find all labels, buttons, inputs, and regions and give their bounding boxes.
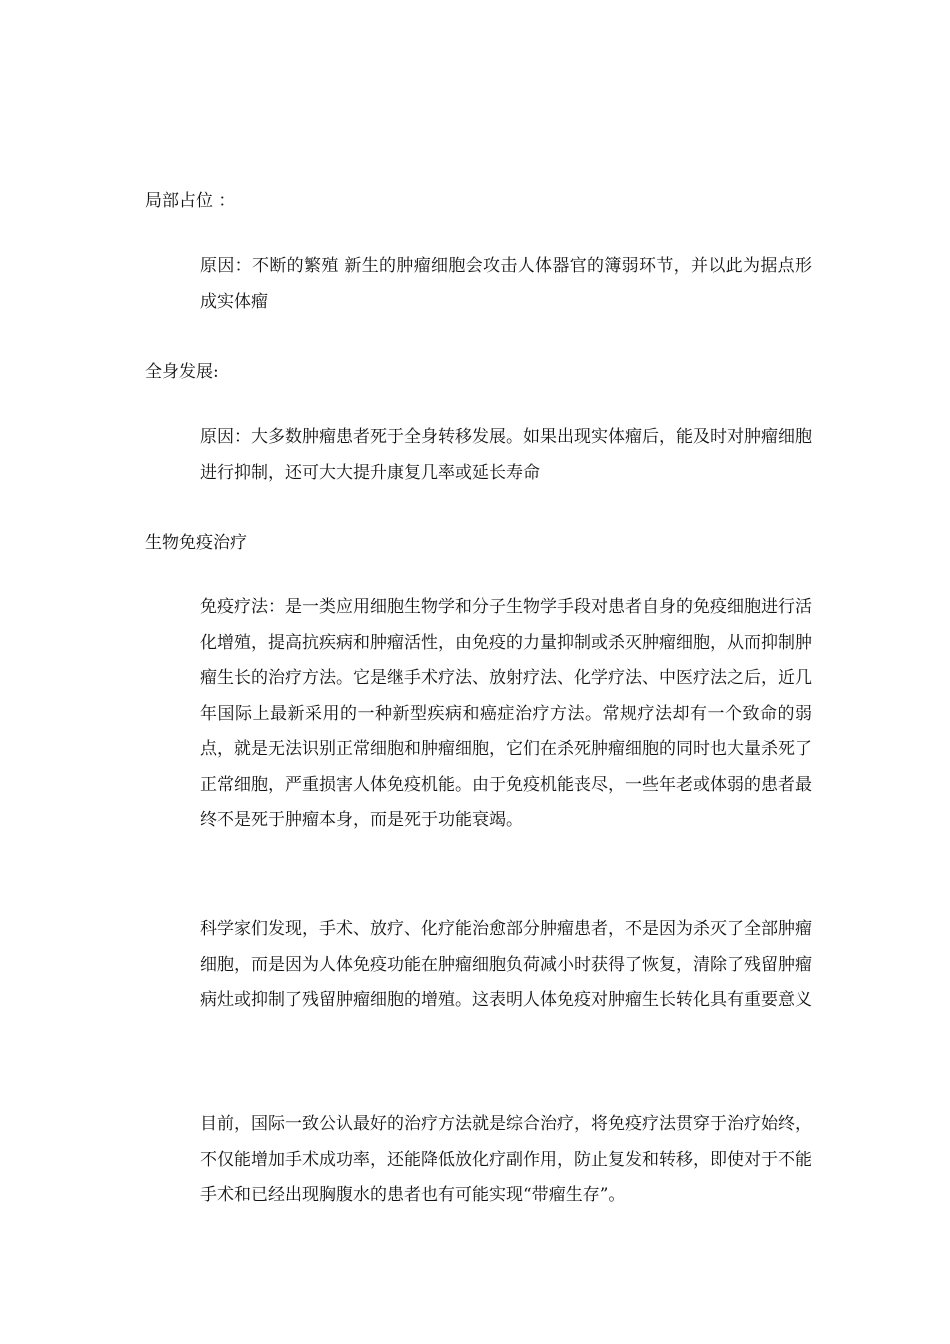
paragraph-systemic-cause: 原因：大多数肿瘤患者死于全身转移发展。如果出现实体瘤后，能及时对肿瘤细胞进行抑制，还可大大提升康复几率或延长寿命 [200,427,812,483]
paragraph-local-cause: 原因：不断的繁殖 新生的肿瘤细胞会攻击人体器官的簿弱环节，并以此为据点形成实体瘤 [200,256,812,312]
paragraph-immunotherapy-definition: 免疫疗法：是一类应用细胞生物学和分子生物学手段对患者自身的免疫细胞进行活化增殖，提高抗疾病和肿瘤活性，由免疫的力量抑制或杀灭肿瘤细胞，从而抑制肿瘤生长的治疗方法。它是继手术疗法、放射疗法、化学疗法、中医疗法之后，近几年国际上最新采用的一种新型疾病和癌症治疗方法。常规疗法却有一个致命的弱点，就是无法识别正常细胞和肿瘤细胞，它们在杀死肿瘤细胞的同时也大量杀死了正常细胞，严重损害人体免疫机能。由于免疫机能丧尽，一些年老或体弱的患者最终不是死于肿瘤本身，而是死于功能衰竭。 [200,597,812,830]
section-heading-local-occupation: 局部占位 ： [145,191,236,211]
paragraph-comprehensive-treatment: 目前，国际一致公认最好的治疗方法就是综合治疗，将免疫疗法贯穿于治疗始终，不仅能增加手术成功率，还能降低放化疗副作用，防止复发和转移，即使对于不能手术和已经出现胸腹水的患者也有可能实现“带瘤生存”。 [200,1114,812,1205]
paragraph-scientific-findings: 科学家们发现，手术、放疗、化疗能治愈部分肿瘤患者，不是因为杀灭了全部肿瘤细胞，而是因为人体免疫功能在肿瘤细胞负荷减小时获得了恢复，清除了残留肿瘤病灶或抑制了残留肿瘤细胞的增殖。这表明人体免疫对肿瘤生长转化具有重要意义 [200,919,812,1010]
section-heading-systemic-development: 全身发展: [145,362,219,382]
section-heading-bio-immunotherapy: 生物免疫治疗 [145,533,247,553]
